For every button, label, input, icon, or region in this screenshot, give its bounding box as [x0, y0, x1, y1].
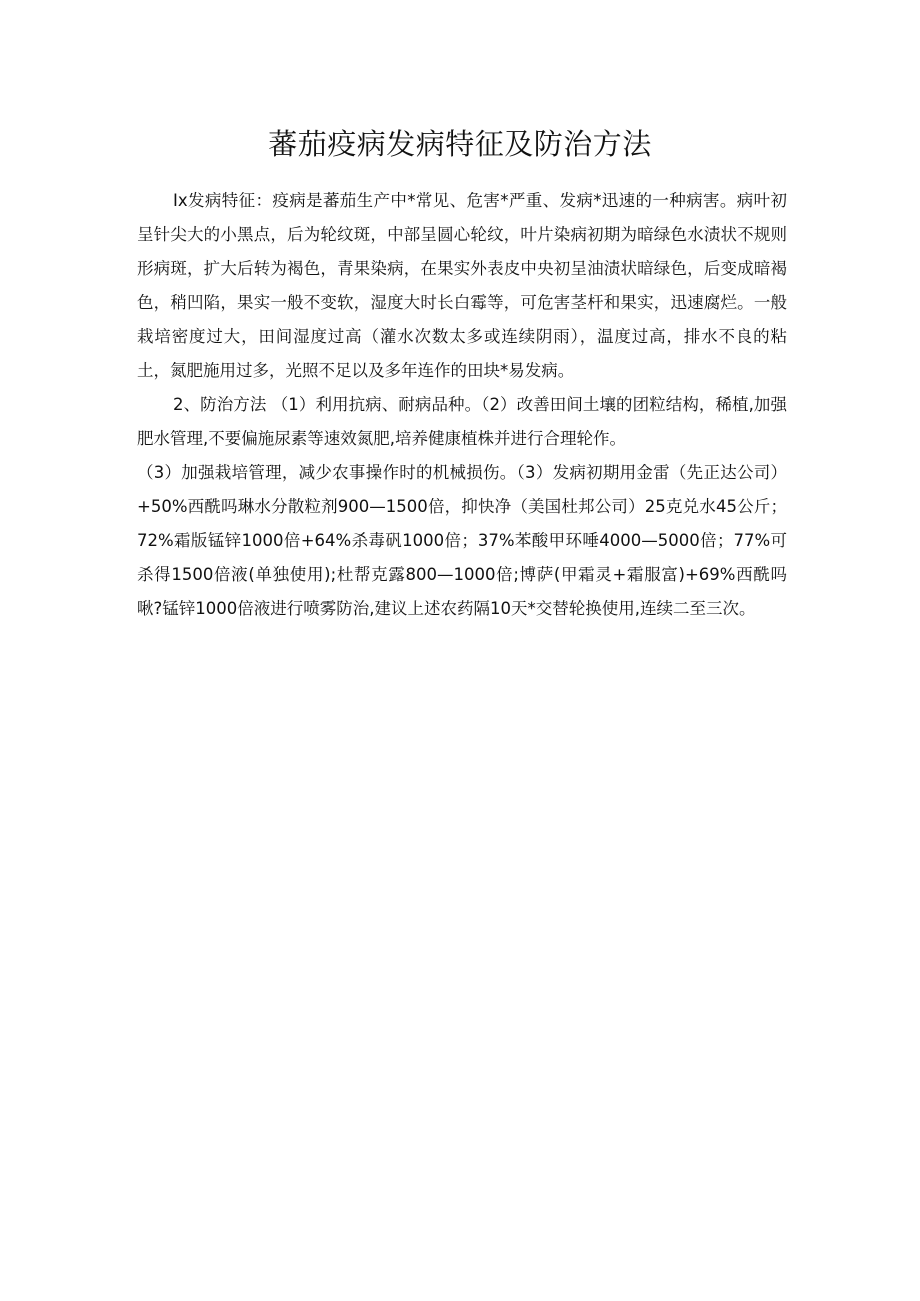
paragraph-cultivation-and-chemical-control: （3）加强栽培管理，减少农事操作时的机械损伤。（3）发病初期用金雷（先正达公司）+50%西酰吗琳水分散粒剂900—1500倍，抑快净（美国杜邦公司）25克兑水45公斤；72%霜版锰锌1000倍+64%杀毒矾1000倍；37%苯酸甲环唾4000—5000倍；77%可杀得1500倍液(单独使用);杜帮克露800—1000倍;博萨(甲霜灵+霜服富)+69%西酰吗啾?锰锌1000倍液进行喷雾防治,建议上述农药隔10天*交替轮换使用,连续二至三次。	[137, 463, 787, 618]
document-body	[137, 184, 787, 626]
paragraph-prevention-methods: 2、防治方法 （1）利用抗病、耐病品种。（2）改善田间土壤的团粒结构，稀植,加强肥水管理,不要偏施尿素等速效氮肥,培养健康植株并进行合理轮作。	[137, 395, 787, 448]
paragraph-symptoms: Ix发病特征：疫病是蕃茄生产中*常见、危害*严重、发病*迅速的一种病害。病叶初呈针尖大的小黑点，后为轮纹斑，中部呈圆心轮纹，叶片染病初期为暗绿色水渍状不规则形病斑，扩大后转为褐色，青果染病，在果实外表皮中央初呈油渍状暗绿色，后变成暗褐色，稍凹陷，果实一般不变软，湿度大时长白霉等，可危害茎杆和果实，迅速腐烂。一般栽培密度过大，田间湿度过高（灌水次数太多或连续阴雨），温度过高，排水不良的粘土，氮肥施用过多，光照不足以及多年连作的田块*易发病。	[137, 191, 787, 380]
document-title: 蕃茄疫病发病特征及防治方法	[268, 127, 652, 161]
